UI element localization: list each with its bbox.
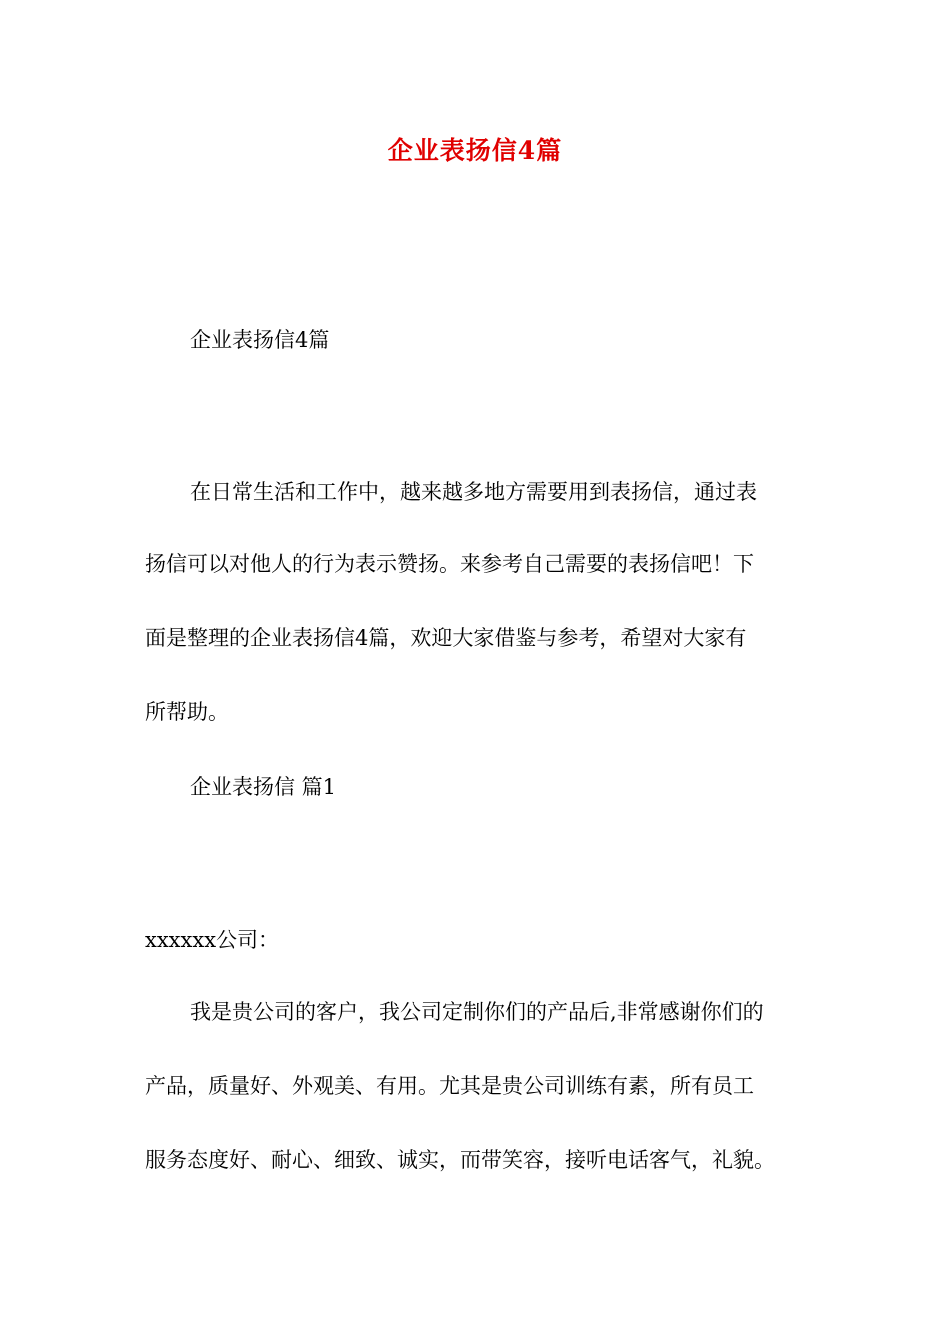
letter-body-line: 我是贵公司的客户，我公司定制你们的产品后,非常感谢你们的 [190,1000,764,1024]
intro-paragraph-line: 扬信可以对他人的行为表示赞扬。来参考自己需要的表扬信吧！下 [145,552,754,576]
document-title: 企业表扬信4篇 [387,136,563,165]
section-heading: 企业表扬信 篇1 [190,775,337,799]
letter-body-line: 服务态度好、耐心、细致、诚实，而带笑容，接听电话客气，礼貌。 [145,1148,775,1172]
intro-paragraph-line: 所帮助。 [145,700,229,724]
intro-paragraph-line: 面是整理的企业表扬信4篇，欢迎大家借鉴与参考，希望对大家有 [145,626,747,650]
letter-salutation: xxxxxx公司： [145,928,280,952]
letter-body-line: 产品，质量好、外观美、有用。尤其是贵公司训练有素，所有员工 [145,1074,754,1098]
intro-paragraph-line: 在日常生活和工作中，越来越多地方需要用到表扬信，通过表 [190,480,757,504]
document-subtitle: 企业表扬信4篇 [190,328,330,352]
